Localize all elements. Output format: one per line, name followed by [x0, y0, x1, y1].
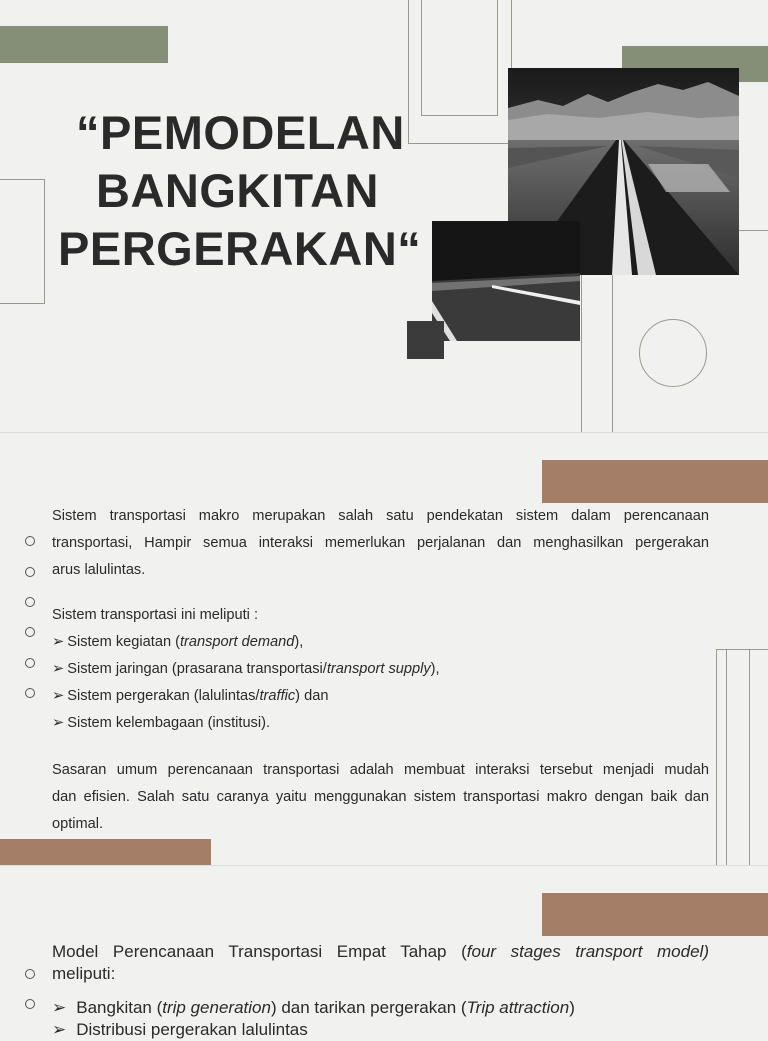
- intro-line-2: transportasi, Hampir semua interaksi memerlukan perjalanan dan menghasilkan pergerakan: [52, 535, 709, 551]
- system-list: [52, 602, 709, 737]
- list-item: [52, 683, 709, 710]
- list-item: [52, 629, 709, 656]
- item-text: Sistem pergerakan (lalulintas/: [67, 688, 260, 704]
- model-list-item-partial: [52, 1019, 732, 1041]
- bullet-circle: [25, 999, 35, 1009]
- model-intro-emphasis: four stages transport model): [466, 942, 709, 961]
- page-title: [58, 104, 428, 278]
- bullet-circle: [25, 688, 35, 698]
- title-line-2: BANGKITAN: [96, 164, 379, 217]
- item-emphasis-2: Trip attraction: [466, 998, 570, 1017]
- item-emphasis: traffic: [259, 688, 296, 704]
- item-suffix: ): [569, 998, 575, 1017]
- bullet-circle: [25, 536, 35, 546]
- night-road-photo: [432, 221, 580, 341]
- brown-bar-bottom: [0, 839, 211, 865]
- item-suffix: ),: [294, 634, 304, 650]
- outline-frame-top-inner: [421, 0, 498, 116]
- outline-frame-right-inner: [726, 649, 750, 865]
- bullet-circle: [25, 567, 35, 577]
- list-heading: Sistem transportasi ini meliputi :: [52, 607, 259, 623]
- outline-frame-left: [0, 179, 45, 304]
- circle-outline: [639, 319, 707, 387]
- slide-four-stage-model: [0, 866, 768, 1039]
- list-item: [52, 710, 709, 737]
- bullet-circle: [25, 597, 35, 607]
- item-suffix: ) dan: [295, 688, 329, 704]
- closing-paragraph: [52, 757, 709, 838]
- bullet-circle: [25, 627, 35, 637]
- arrow-bullet-icon: ➢: [52, 715, 65, 731]
- arrow-bullet-icon: ➢: [52, 1020, 67, 1039]
- slide-system-overview: [0, 433, 768, 865]
- intro-line-3: arus lalulintas.: [52, 562, 146, 578]
- item-text: Sistem kelembagaan (institusi).: [67, 715, 271, 731]
- arrow-bullet-icon: ➢: [52, 688, 65, 704]
- sage-bar-left: [0, 26, 168, 63]
- item-text: Distribusi pergerakan lalulintas: [76, 1020, 308, 1039]
- closing-line-1: Sasaran umum perencanaan transportasi adalah membuat interaksi tersebut menjadi mudah: [52, 762, 709, 778]
- arrow-bullet-icon: ➢: [52, 998, 67, 1017]
- intro-line-1: Sistem transportasi makro merupakan salah satu pendekatan sistem dalam perencanaan: [52, 508, 709, 524]
- title-line-1: “PEMODELAN: [76, 106, 405, 159]
- item-emphasis: transport supply: [326, 661, 431, 677]
- closing-line-2: dan efisien. Salah satu caranya yaitu menggunakan sistem transportasi makro dengan baik dan: [52, 789, 709, 805]
- model-intro-line-1: [52, 941, 709, 963]
- item-suffix: ),: [430, 661, 440, 677]
- item-emphasis: trip generation: [162, 998, 271, 1017]
- item-text: Sistem kegiatan (: [67, 634, 180, 650]
- intro-paragraph: [52, 503, 709, 584]
- title-line-3: PERGERAKAN“: [58, 222, 422, 275]
- item-text-mid: ) dan tarikan pergerakan (: [270, 998, 467, 1017]
- bullet-circle: [25, 969, 35, 979]
- slide-title: [0, 0, 768, 432]
- item-text: Sistem jaringan (prasarana transportasi/: [67, 661, 327, 677]
- model-list-item: [52, 997, 732, 1019]
- model-list: [52, 997, 732, 1041]
- dark-square: [407, 321, 444, 359]
- model-intro-line-2: meliputi:: [52, 964, 116, 983]
- model-intro: [52, 941, 709, 985]
- bullet-circle: [25, 658, 35, 668]
- model-intro-text: Model Perencanaan Transportasi Empat Tahap (: [52, 942, 467, 961]
- arrow-bullet-icon: ➢: [52, 634, 65, 650]
- brown-bar-top: [542, 460, 768, 503]
- list-item: [52, 656, 709, 683]
- item-emphasis: transport demand: [179, 634, 295, 650]
- arrow-bullet-icon: ➢: [52, 661, 65, 677]
- closing-line-3: optimal.: [52, 816, 104, 832]
- brown-bar-top: [542, 893, 768, 936]
- item-text: Bangkitan (: [76, 998, 163, 1017]
